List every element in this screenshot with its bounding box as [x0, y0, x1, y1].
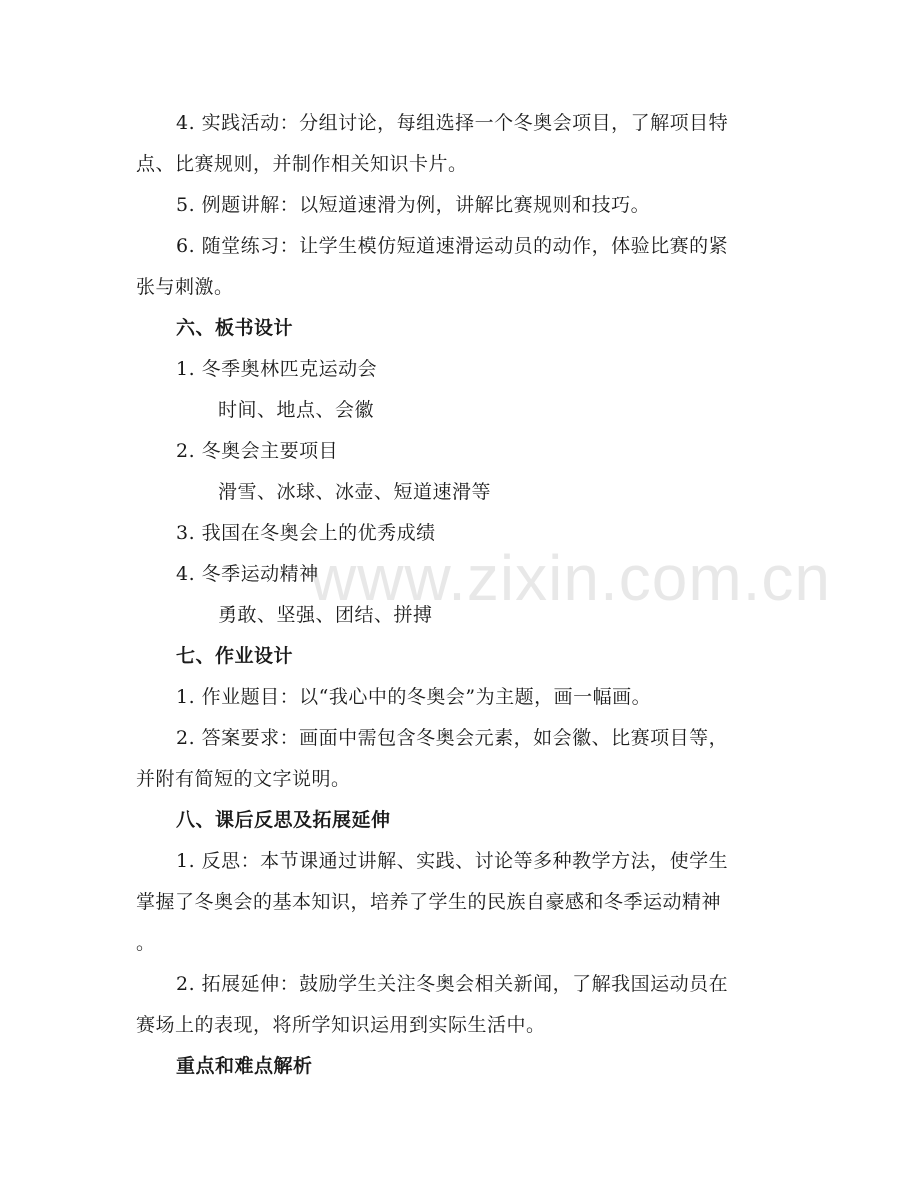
reflection-item-2: 2. 拓展延伸：鼓励学生关注冬奥会相关新闻，了解我国运动员在 — [176, 973, 729, 995]
paragraph-practice-activity: 4. 实践活动：分组讨论，每组选择一个冬奥会项目，了解项目特 — [176, 112, 729, 134]
homework-item-1: 1. 作业题目：以“我心中的冬奥会”为主题，画一幅画。 — [176, 686, 652, 708]
board-item-2: 2. 冬奥会主要项目 — [176, 440, 339, 462]
paragraph-in-class-practice-cont: 张与刺激。 — [136, 276, 234, 298]
section-heading-homework: 七、作业设计 — [176, 645, 294, 667]
paragraph-example-explanation: 5. 例题讲解：以短道速滑为例，讲解比赛规则和技巧。 — [176, 194, 651, 216]
reflection-item-1-cont: 掌握了冬奥会的基本知识，培养了学生的民族自豪感和冬季运动精神 — [136, 891, 722, 913]
board-subitem-1: 时间、地点、会徽 — [218, 399, 375, 421]
board-subitem-2: 滑雪、冰球、冰壶、短道速滑等 — [218, 481, 492, 503]
paragraph-in-class-practice: 6. 随堂练习：让学生模仿短道速滑运动员的动作，体验比赛的紧 — [176, 235, 729, 257]
reflection-item-1: 1. 反思：本节课通过讲解、实践、讨论等多种教学方法，使学生 — [176, 850, 729, 872]
board-item-1: 1. 冬季奥林匹克运动会 — [176, 358, 378, 380]
board-item-3: 3. 我国在冬奥会上的优秀成绩 — [176, 522, 436, 544]
section-heading-key-points: 重点和难点解析 — [176, 1055, 313, 1077]
board-subitem-4: 勇敢、坚强、团结、拼搏 — [218, 604, 433, 626]
homework-item-2: 2. 答案要求：画面中需包含冬奥会元素，如会徽、比赛项目等， — [176, 727, 729, 749]
section-heading-board-design: 六、板书设计 — [176, 317, 294, 339]
section-heading-reflection: 八、课后反思及拓展延伸 — [176, 809, 391, 831]
reflection-item-1-end: 。 — [136, 932, 156, 954]
board-item-4: 4. 冬季运动精神 — [176, 563, 319, 585]
paragraph-practice-activity-cont: 点、比赛规则，并制作相关知识卡片。 — [136, 153, 468, 175]
watermark: www.zixin.com.cn — [310, 542, 831, 614]
reflection-item-2-cont: 赛场上的表现，将所学知识运用到实际生活中。 — [136, 1014, 546, 1036]
homework-item-2-cont: 并附有简短的文字说明。 — [136, 768, 351, 790]
